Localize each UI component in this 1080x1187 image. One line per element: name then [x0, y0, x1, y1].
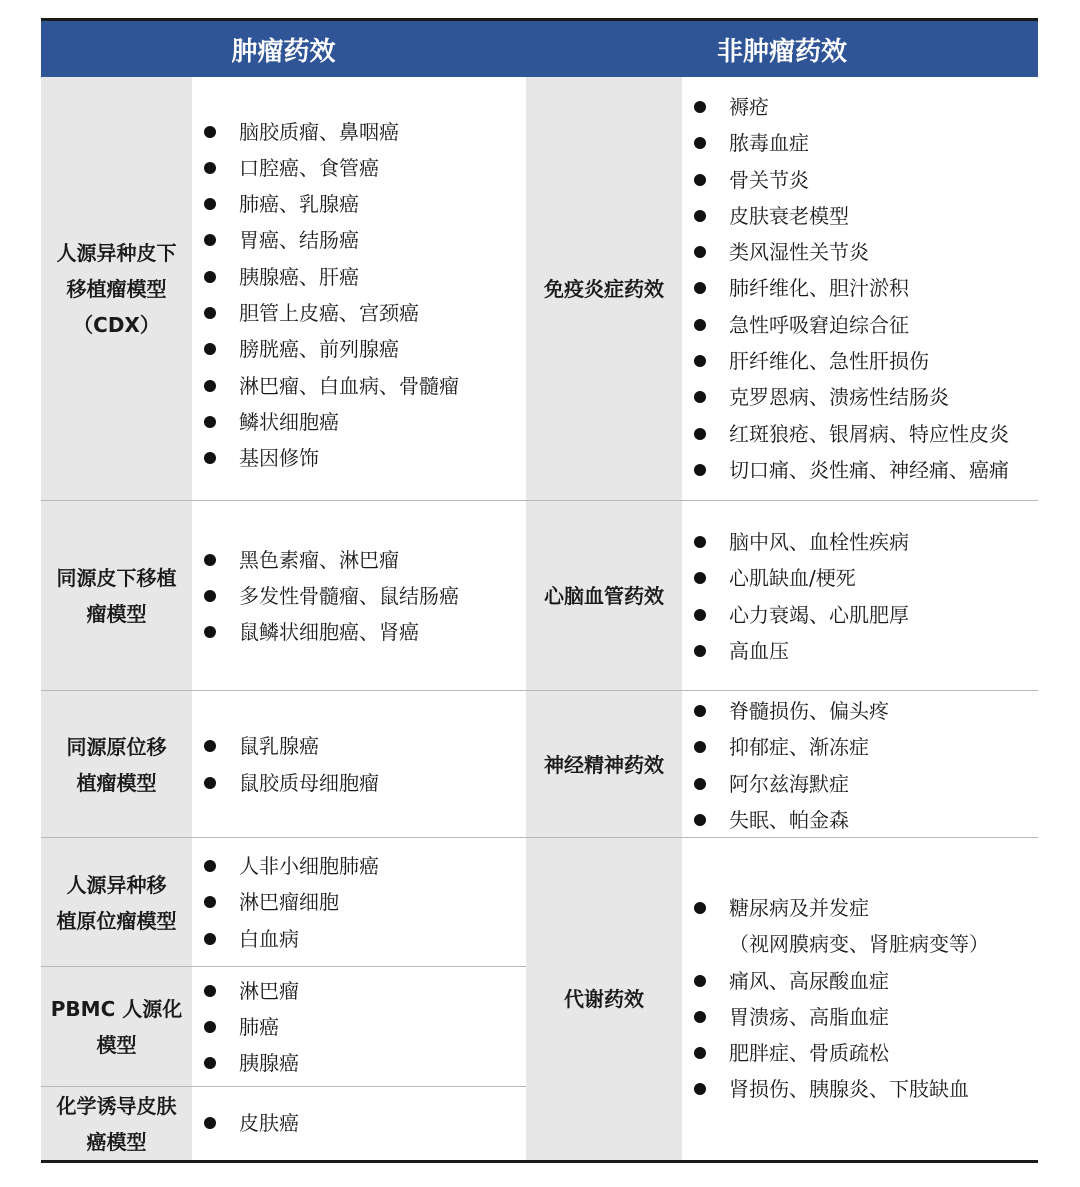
row-divider [41, 500, 1038, 501]
list-item: 心肌缺血/梗死 [682, 560, 1038, 596]
list-chemical-induced [192, 1087, 526, 1160]
list-item: 骨关节炎 [682, 162, 1038, 198]
list-item: 淋巴瘤细胞 [192, 884, 526, 920]
list-item: 胃溃疡、高脂血症 [682, 999, 1038, 1035]
row-divider [41, 966, 526, 967]
list-item: 肺癌、乳腺癌 [192, 186, 526, 222]
list-item: 脑胶质瘤、鼻咽癌 [192, 114, 526, 150]
list-item: 皮肤衰老模型 [682, 198, 1038, 234]
list-item: 急性呼吸窘迫综合征 [682, 307, 1038, 343]
list-syngeneic-orthotopic [192, 691, 526, 838]
list-cdx [192, 77, 526, 501]
list-item: 脊髓损伤、偏头疼 [682, 693, 1038, 729]
list-item: 膀胱癌、前列腺癌 [192, 331, 526, 367]
label-neuro-psychiatric: 神经精神药效 [526, 691, 682, 838]
list-item: 淋巴瘤、白血病、骨髓瘤 [192, 368, 526, 404]
list-item: 基因修饰 [192, 440, 526, 476]
list-item: 胆管上皮癌、宫颈癌 [192, 295, 526, 331]
list-item: 红斑狼疮、银屑病、特应性皮炎 [682, 416, 1038, 452]
label-cdx: 人源异种皮下 移植瘤模型 （CDX） [41, 77, 192, 501]
row-divider [41, 690, 1038, 691]
list-item: 皮肤癌 [192, 1105, 526, 1141]
list-item: 肥胖症、骨质疏松 [682, 1035, 1038, 1071]
list-item: 口腔癌、食管癌 [192, 150, 526, 186]
list-item: 鼠乳腺癌 [192, 728, 526, 764]
list-item: 痛风、高尿酸血症 [682, 963, 1038, 999]
label-cardio-cerebrovascular: 心脑血管药效 [526, 501, 682, 691]
list-item: 多发性骨髓瘤、鼠结肠癌 [192, 578, 526, 614]
list-item: 胃癌、结肠癌 [192, 222, 526, 258]
list-neuro-psychiatric [682, 691, 1038, 838]
list-item: 肺癌 [192, 1009, 526, 1045]
list-immune-inflammation [682, 77, 1038, 501]
list-item: 肺纤维化、胆汁淤积 [682, 270, 1038, 306]
list-item: 人非小细胞肺癌 [192, 848, 526, 884]
label-xenograft-orthotopic: 人源异种移 植原位瘤模型 [41, 838, 192, 967]
row-divider [41, 837, 1038, 838]
list-item: 克罗恩病、溃疡性结肠炎 [682, 379, 1038, 415]
list-item: 胰腺癌、肝癌 [192, 259, 526, 295]
label-syngeneic-orthotopic: 同源原位移 植瘤模型 [41, 691, 192, 838]
list-metabolic [682, 838, 1038, 1160]
list-cardio-cerebrovascular [682, 501, 1038, 691]
list-item: 心力衰竭、心肌肥厚 [682, 597, 1038, 633]
list-item-continuation: （视网膜病变、肾脏病变等） [729, 932, 989, 957]
list-item: 肾损伤、胰腺炎、下肢缺血 [682, 1071, 1038, 1107]
label-immune-inflammation: 免疫炎症药效 [526, 77, 682, 501]
label-syngeneic-subcutaneous: 同源皮下移植 瘤模型 [41, 501, 192, 691]
label-chemical-induced: 化学诱导皮肤 癌模型 [41, 1087, 192, 1160]
list-item: 类风湿性关节炎 [682, 234, 1038, 270]
list-item: 高血压 [682, 633, 1038, 669]
list-item: 脑中风、血栓性疾病 [682, 524, 1038, 560]
list-xenograft-orthotopic [192, 838, 526, 967]
list-item: 切口痛、炎性痛、神经痛、癌痛 [682, 452, 1038, 488]
header-nontumor: 非肿瘤药效 [526, 21, 1038, 77]
list-item: 鳞状细胞癌 [192, 404, 526, 440]
table-bottom-rule [41, 1160, 1038, 1163]
list-item: 淋巴瘤 [192, 973, 526, 1009]
list-item: 白血病 [192, 921, 526, 957]
list-item: 脓毒血症 [682, 125, 1038, 161]
label-metabolic: 代谢药效 [526, 838, 682, 1160]
list-item: 阿尔兹海默症 [682, 766, 1038, 802]
list-item: 抑郁症、渐冻症 [682, 729, 1038, 765]
list-item: 糖尿病及并发症 [682, 890, 1038, 926]
list-item: 失眠、帕金森 [682, 802, 1038, 838]
list-syngeneic-subcutaneous [192, 501, 526, 691]
list-pbmc [192, 967, 526, 1087]
list-item: 鼠鳞状细胞癌、肾癌 [192, 614, 526, 650]
list-item: 褥疮 [682, 89, 1038, 125]
row-divider [41, 1086, 526, 1087]
list-item: 肝纤维化、急性肝损伤 [682, 343, 1038, 379]
header-tumor: 肿瘤药效 [41, 21, 526, 77]
list-item: 鼠胶质母细胞瘤 [192, 765, 526, 801]
list-item: 胰腺癌 [192, 1045, 526, 1081]
list-item: 黑色素瘤、淋巴瘤 [192, 542, 526, 578]
label-pbmc: PBMC 人源化 模型 [41, 967, 192, 1087]
